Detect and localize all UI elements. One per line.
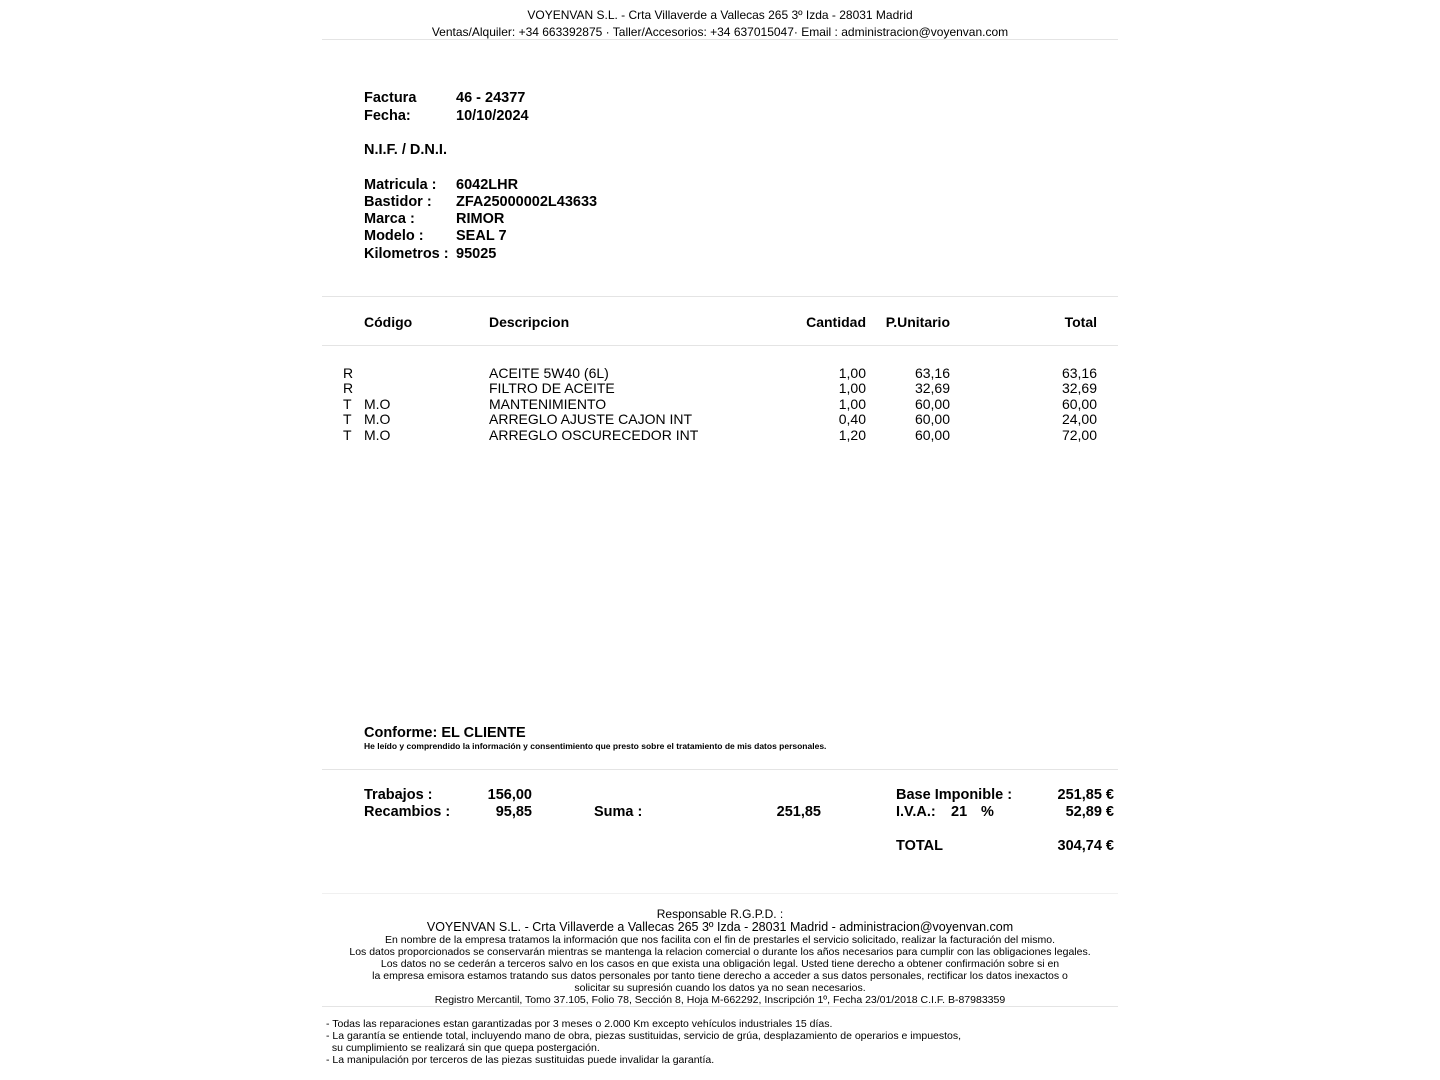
col-header-total: Total [1064,314,1097,330]
row-type: R [343,365,354,381]
rgpd-line: la empresa emisora estamos tratando sus datos personales por tanto tiene derecho a acceder a sus datos personales, rectificar los datos inexactos o [372,970,1068,982]
warranty-note: su cumplimiento se realizará sin que quepa postergación. [326,1042,600,1054]
total-value: 304,74 € [1057,838,1114,854]
marca-label: Marca : [364,211,415,227]
bastidor-label: Bastidor : [364,194,432,210]
trabajos-value: 156,00 [487,787,532,803]
bastidor-value: ZFA25000002L43633 [456,194,598,210]
rgpd-registry-line: Registro Mercantil, Tomo 37.105, Folio 78, Sección 8, Hoja M-662292, Inscripción 1º, Fecha 23/01/2018 C.I.F. B-87983359 [434,994,1006,1006]
base-imponible-value: 251,85 € [1057,787,1114,803]
warranty-note: - La garantía se entiende total, incluyendo mano de obra, piezas sustituidas, servicio de grúa, desplazamiento de operarios e impuestos, [326,1030,962,1042]
col-header-codigo: Código [364,314,413,330]
col-header-descripcion: Descripcion [489,314,570,330]
suma-value: 251,85 [776,804,821,820]
row-total: 63,16 [1061,365,1097,381]
iva-label: I.V.A.: [896,804,936,820]
recambios-value: 95,85 [495,804,532,820]
col-header-cantidad: Cantidad [806,314,866,330]
row-total: 72,00 [1061,427,1097,443]
row-total: 24,00 [1061,411,1097,427]
iva-percent-sign: % [981,804,994,820]
row-unit-price: 60,00 [914,427,950,443]
row-description: ARREGLO AJUSTE CAJON INT [489,411,693,427]
row-qty: 1,00 [838,380,866,396]
base-imponible-label: Base Imponible : [896,787,1013,803]
row-type: T [343,396,352,412]
row-code: M.O [364,396,391,412]
row-qty: 1,00 [838,396,866,412]
row-description: ACEITE 5W40 (6L) [489,365,609,381]
nif-label: N.I.F. / D.N.I. [364,142,447,158]
modelo-label: Modelo : [364,228,424,244]
row-qty: 1,00 [838,365,866,381]
col-header-unitario: P.Unitario [885,314,950,330]
warranty-divider [322,1006,1118,1007]
fecha-value: 10/10/2024 [456,108,529,124]
totals-divider [322,769,1118,770]
marca-value: RIMOR [456,211,505,227]
rgpd-line: solicitar su supresión cuando los datos ya no sean necesarios. [574,982,866,994]
table-header-divider [322,345,1118,346]
row-total: 60,00 [1061,396,1097,412]
factura-label: Factura [364,90,417,106]
modelo-value: SEAL 7 [456,228,507,244]
rgpd-line: En nombre de la empresa tratamos la información que nos facilita con el fin de prestarles el servicio solicitado, realizar la facturación del mismo. [385,934,1055,946]
matricula-value: 6042LHR [456,177,519,193]
row-type: T [343,411,352,427]
company-contact-line: Ventas/Alquiler: +34 663392875 · Taller/Accesorios: +34 637015047· Email : administracion@voyenvan.com [431,25,1009,39]
row-description: ARREGLO OSCURECEDOR INT [489,427,699,443]
rgpd-line: Los datos no se cederán a terceros salvo en los casos en que exista una obligación legal. Usted tiene derecho a obtener confirmación sobre si en [380,958,1060,970]
header-divider [322,39,1118,40]
iva-rate: 21 [951,804,968,820]
suma-label: Suma : [594,804,643,820]
row-qty: 0,40 [838,411,866,427]
row-code: M.O [364,427,391,443]
row-description: MANTENIMIENTO [489,396,607,412]
fecha-label: Fecha: [364,108,411,124]
row-description: FILTRO DE ACEITE [489,380,615,396]
matricula-label: Matricula : [364,177,437,193]
row-unit-price: 60,00 [914,396,950,412]
row-qty: 1,20 [838,427,866,443]
warranty-note: - Todas las reparaciones estan garantizadas por 3 meses o 2.000 Km excepto vehículos industriales 15 días. [326,1018,833,1030]
company-address-line: VOYENVAN S.L. - Crta Villaverde a Vallecas 265 3º Izda - 28031 Madrid [527,8,913,22]
conforme-title: Conforme: EL CLIENTE [364,725,526,741]
table-top-divider [322,296,1118,297]
row-type: T [343,427,352,443]
rgpd-company: VOYENVAN S.L. - Crta Villaverde a Vallecas 265 3º Izda - 28031 Madrid - administracion@voyenvan.com [426,920,1014,934]
row-total: 32,69 [1061,380,1097,396]
row-unit-price: 63,16 [914,365,950,381]
rgpd-line: Los datos proporcionados se conservarán mientras se mantenga la relacion comercial o durante los años necesarios para cumplir con las obligaciones legales. [349,946,1091,958]
kilometros-label: Kilometros : [364,246,449,262]
row-unit-price: 60,00 [914,411,950,427]
conforme-consent-text: He leído y comprendido la información y consentimiento que presto sobre el tratamiento de mis datos personales. [364,741,827,751]
row-unit-price: 32,69 [914,380,950,396]
warranty-note: - La manipulación por terceros de las piezas sustituidas puede invalidar la garantía. [326,1054,715,1066]
total-label: TOTAL [896,838,943,854]
iva-value: 52,89 € [1065,804,1114,820]
kilometros-value: 95025 [456,246,497,262]
recambios-label: Recambios : [364,804,451,820]
trabajos-label: Trabajos : [364,787,433,803]
rgpd-title: Responsable R.G.P.D. : [656,907,784,921]
row-code: M.O [364,411,391,427]
row-type: R [343,380,354,396]
rgpd-divider [322,893,1118,894]
factura-number: 46 - 24377 [456,90,526,106]
